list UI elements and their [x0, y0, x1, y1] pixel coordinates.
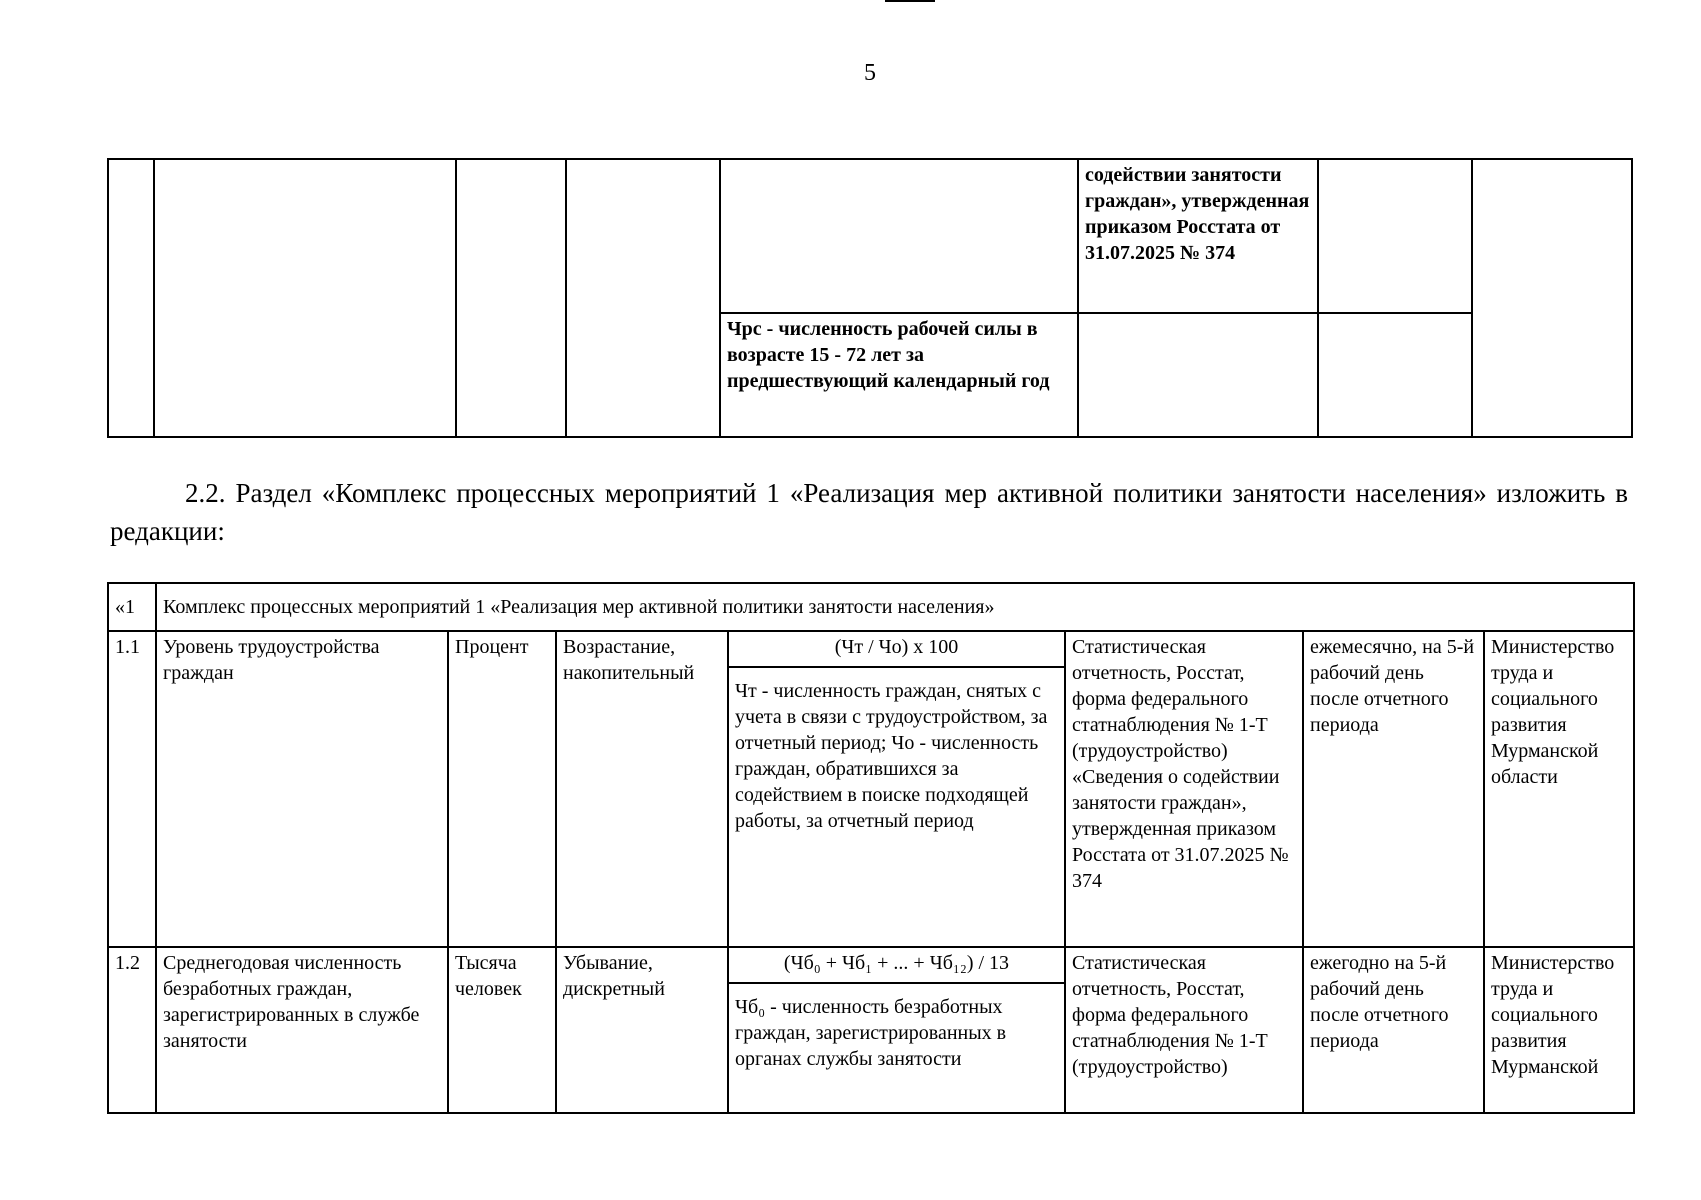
page-number: 5 — [864, 60, 876, 86]
table-row — [108, 631, 1634, 947]
previous-section-table — [107, 158, 1633, 438]
formula-cell — [728, 947, 1065, 1113]
type-cell: Возрастание, накопительный — [556, 631, 728, 947]
source-cell: Статистическая отчетность, Росстат, форма федерального статнаблюдения № 1-Т (трудоустройство) «Сведения о содействии занятости граждан», утвержденная приказом Росстата от 31.07.2025 № 374 — [1065, 631, 1303, 947]
formula-description: Чт - численность граждан, снятых с учета в связи с трудоустройством, за отчетный период; Чо - численность граждан, обратившихся за содействием в поиске подходящей работы, за отчетный период — [735, 680, 1048, 832]
formula: (Чт / Чо) x 100 — [834, 636, 959, 658]
indicator-name: Уровень трудоустройства граждан — [156, 631, 448, 947]
header-number: «1 — [108, 583, 156, 631]
chrs-definition-cell: Чрс - численность рабочей силы в возрасте 15 - 72 лет за предшествующий календарный год — [720, 313, 1078, 437]
source-cell-continued: содействии занятости граждан», утвержденная приказом Росстата от 31.07.2025 № 374 — [1078, 159, 1318, 313]
type-cell: Убывание, дискретный — [556, 947, 728, 1113]
formula: (Чб₀ + Чб₁ + ... + Чб₁₂) / 13 — [783, 952, 1010, 974]
formula-description: Чб₀ - численность безработных граждан, зарегистрированных в органах службы занятости — [735, 996, 1007, 1070]
formula-cell — [728, 631, 1065, 947]
source-cell: Статистическая отчетность, Росстат, форма федерального статнаблюдения № 1-Т (трудоустройство) — [1065, 947, 1303, 1113]
period-cell: ежегодно на 5-й рабочий день после отчетного периода — [1303, 947, 1484, 1113]
responsible-cell: Министерство труда и социального развития Мурманской области — [1484, 631, 1634, 947]
period-cell: ежемесячно, на 5-й рабочий день после отчетного периода — [1303, 631, 1484, 947]
indicator-name: Среднегодовая численность безработных граждан, зарегистрированных в службе занятости — [156, 947, 448, 1113]
responsible-cell: Министерство труда и социального развития Мурманской — [1484, 947, 1634, 1113]
row-number: 1.2 — [108, 947, 156, 1113]
header-title: Комплекс процессных мероприятий 1 «Реализация мер активной политики занятости населения» — [156, 583, 1634, 631]
unit-cell: Процент — [448, 631, 556, 947]
row-number: 1.1 — [108, 631, 156, 947]
unit-cell: Тысяча человек — [448, 947, 556, 1113]
table-row — [108, 947, 1634, 1113]
process-measures-table — [107, 582, 1635, 1114]
top-mark — [885, 0, 935, 2]
section-paragraph: 2.2. Раздел «Комплекс процессных мероприятий 1 «Реализация мер активной политики занятости населения» изложить в редакции: — [110, 478, 1628, 546]
